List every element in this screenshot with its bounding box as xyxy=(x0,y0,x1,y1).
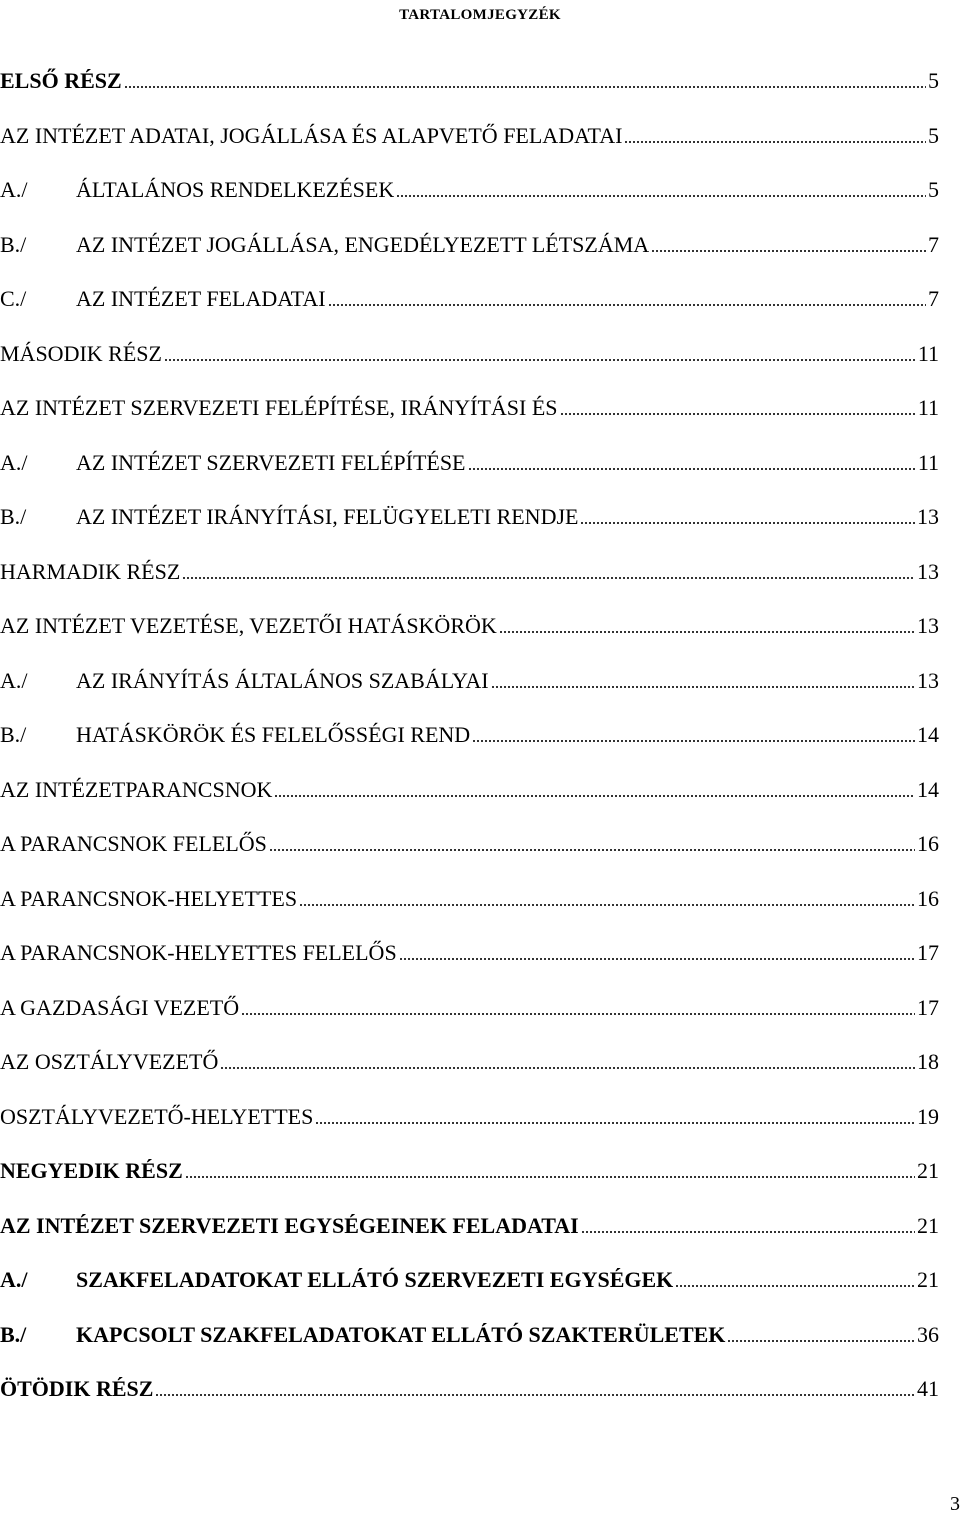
toc-entry-title: AZ INTÉZET VEZETÉSE, VEZETŐI HATÁSKÖRÖK xyxy=(0,613,497,639)
toc-entry-dot-leader xyxy=(472,724,915,746)
toc-entry-dot-leader xyxy=(675,1269,915,1291)
toc-entry[interactable] xyxy=(0,1090,939,1145)
toc-entry-dot-leader xyxy=(315,1106,915,1128)
toc-entry[interactable] xyxy=(0,272,939,327)
toc-entry-title: A GAZDASÁGI VEZETŐ xyxy=(0,994,240,1020)
toc-entry[interactable] xyxy=(0,1035,939,1090)
toc-entry[interactable] xyxy=(0,163,939,218)
toc-entry-prefix: A./ xyxy=(0,449,28,475)
toc-entry[interactable] xyxy=(0,545,939,600)
toc-entry-dot-leader xyxy=(581,1215,915,1237)
toc-entry-page-number: 16 xyxy=(917,885,939,911)
toc-entry-page-number: 13 xyxy=(917,558,939,584)
toc-entry-title: A PARANCSNOK FELELŐS xyxy=(0,831,267,857)
toc-entry-dot-leader xyxy=(399,942,915,964)
toc-entry-dot-leader xyxy=(396,179,926,201)
toc-entry-dot-leader xyxy=(580,506,915,528)
toc-entry-title: ELSŐ RÉSZ xyxy=(0,68,122,94)
toc-entry-page-number: 7 xyxy=(928,231,939,257)
toc-entry-title: AZ OSZTÁLYVEZETŐ xyxy=(0,1049,219,1075)
toc-entry[interactable] xyxy=(0,1308,939,1363)
toc-entry-page-number: 19 xyxy=(917,1103,939,1129)
toc-entry-prefix: B./ xyxy=(0,231,27,257)
toc-entry[interactable] xyxy=(0,599,939,654)
toc-entry-page-number: 14 xyxy=(917,722,939,748)
toc-entry-page-number: 16 xyxy=(917,831,939,857)
toc-entry-dot-leader xyxy=(468,452,916,474)
toc-entry-page-number: 11 xyxy=(917,340,939,366)
toc-entry-page-number: 21 xyxy=(917,1267,939,1293)
toc-entry[interactable] xyxy=(0,708,939,763)
toc-entry[interactable] xyxy=(0,926,939,981)
toc-entry-prefix: C./ xyxy=(0,286,27,312)
toc-entry[interactable] xyxy=(0,490,939,545)
toc-entry-dot-leader xyxy=(624,125,926,147)
toc-entry[interactable] xyxy=(0,327,939,382)
toc-entry-title: AZ INTÉZET SZERVEZETI FELÉPÍTÉSE xyxy=(76,449,466,475)
toc-entry-title: HATÁSKÖRÖK ÉS FELELŐSSÉGI REND xyxy=(76,722,471,748)
toc-entry[interactable] xyxy=(0,981,939,1036)
toc-entry-page-number: 17 xyxy=(917,940,939,966)
page-number: 3 xyxy=(950,1493,960,1515)
toc-entry-prefix: B./ xyxy=(0,504,27,530)
toc-entry[interactable] xyxy=(0,1144,939,1199)
table-of-contents xyxy=(0,54,939,1417)
toc-entry-dot-leader xyxy=(155,1378,915,1400)
toc-entry-dot-leader xyxy=(299,888,915,910)
toc-entry[interactable] xyxy=(0,54,939,109)
toc-entry-title: AZ INTÉZET IRÁNYÍTÁSI, FELÜGYELETI RENDJE xyxy=(76,504,579,530)
toc-entry[interactable] xyxy=(0,109,939,164)
toc-entry-dot-leader xyxy=(164,343,916,365)
toc-entry-dot-leader xyxy=(499,615,915,637)
toc-entry-page-number: 21 xyxy=(917,1158,939,1184)
toc-entry-title: AZ IRÁNYÍTÁS ÁLTALÁNOS SZABÁLYAI xyxy=(76,667,489,693)
toc-entry-title: AZ INTÉZET JOGÁLLÁSA, ENGEDÉLYEZETT LÉTSZÁMA xyxy=(76,231,650,257)
toc-entry-dot-leader xyxy=(182,561,915,583)
toc-entry-dot-leader xyxy=(220,1051,915,1073)
toc-entry[interactable] xyxy=(0,218,939,273)
toc-entry-title: SZAKFELADATOKAT ELLÁTÓ SZERVEZETI EGYSÉGEK xyxy=(76,1267,674,1293)
toc-entry-dot-leader xyxy=(560,397,916,419)
toc-entry-title: MÁSODIK RÉSZ xyxy=(0,340,162,366)
toc-entry-page-number: 13 xyxy=(917,667,939,693)
toc-entry[interactable] xyxy=(0,872,939,927)
toc-entry-page-number: 5 xyxy=(928,68,939,94)
toc-entry-title: ÁLTALÁNOS RENDELKEZÉSEK xyxy=(76,177,395,203)
toc-entry-page-number: 7 xyxy=(928,286,939,312)
toc-entry-title: OSZTÁLYVEZETŐ-HELYETTES xyxy=(0,1103,314,1129)
toc-entry-page-number: 41 xyxy=(917,1376,939,1402)
toc-entry-dot-leader xyxy=(124,70,926,92)
toc-entry-page-number: 21 xyxy=(917,1212,939,1238)
toc-entry-page-number: 18 xyxy=(917,1049,939,1075)
toc-entry-page-number: 5 xyxy=(928,177,939,203)
toc-entry-prefix: A./ xyxy=(0,177,28,203)
toc-entry-dot-leader xyxy=(241,997,915,1019)
toc-entry-page-number: 14 xyxy=(917,776,939,802)
toc-entry-title: KAPCSOLT SZAKFELADATOKAT ELLÁTÓ SZAKTERÜLETEK xyxy=(76,1321,726,1347)
toc-entry-dot-leader xyxy=(651,234,926,256)
toc-entry-dot-leader xyxy=(727,1324,915,1346)
toc-entry-title: AZ INTÉZETPARANCSNOK xyxy=(0,776,273,802)
toc-entry[interactable] xyxy=(0,654,939,709)
toc-entry-page-number: 13 xyxy=(917,504,939,530)
toc-entry-title: ÖTÖDIK RÉSZ xyxy=(0,1376,154,1402)
toc-entry-title: HARMADIK RÉSZ xyxy=(0,558,181,584)
toc-entry-prefix: A./ xyxy=(0,667,28,693)
toc-entry-title: AZ INTÉZET SZERVEZETI FELÉPÍTÉSE, IRÁNYÍTÁSI ÉS xyxy=(0,395,558,421)
toc-entry[interactable] xyxy=(0,436,939,491)
toc-entry-page-number: 13 xyxy=(917,613,939,639)
toc-entry-page-number: 11 xyxy=(917,395,939,421)
toc-entry-title: A PARANCSNOK-HELYETTES xyxy=(0,885,298,911)
toc-entry-title: AZ INTÉZET SZERVEZETI EGYSÉGEINEK FELADATAI xyxy=(0,1212,579,1238)
toc-entry-dot-leader xyxy=(185,1160,915,1182)
toc-entry[interactable] xyxy=(0,763,939,818)
toc-entry-page-number: 11 xyxy=(917,449,939,475)
toc-entry-dot-leader xyxy=(269,833,915,855)
toc-entry-page-number: 5 xyxy=(928,122,939,148)
toc-entry[interactable] xyxy=(0,1362,939,1417)
toc-entry-title: NEGYEDIK RÉSZ xyxy=(0,1158,183,1184)
toc-entry-title: AZ INTÉZET FELADATAI xyxy=(76,286,326,312)
page-title-text: TARTALOMJEGYZÉK xyxy=(399,7,561,23)
toc-entry[interactable] xyxy=(0,817,939,872)
toc-entry-title: A PARANCSNOK-HELYETTES FELELŐS xyxy=(0,940,397,966)
toc-entry-dot-leader xyxy=(491,670,915,692)
toc-entry-page-number: 36 xyxy=(917,1321,939,1347)
toc-entry-title: AZ INTÉZET ADATAI, JOGÁLLÁSA ÉS ALAPVETŐ FELADATAI xyxy=(0,122,623,148)
toc-entry-prefix: A./ xyxy=(0,1267,28,1293)
toc-entry-dot-leader xyxy=(274,779,915,801)
toc-entry-dot-leader xyxy=(328,288,926,310)
toc-entry-prefix: B./ xyxy=(0,1321,27,1347)
toc-entry[interactable] xyxy=(0,1253,939,1308)
toc-entry[interactable] xyxy=(0,381,939,436)
toc-entry-prefix: B./ xyxy=(0,722,27,748)
toc-entry[interactable] xyxy=(0,1199,939,1254)
page-title xyxy=(0,0,960,30)
toc-entry-page-number: 17 xyxy=(917,994,939,1020)
